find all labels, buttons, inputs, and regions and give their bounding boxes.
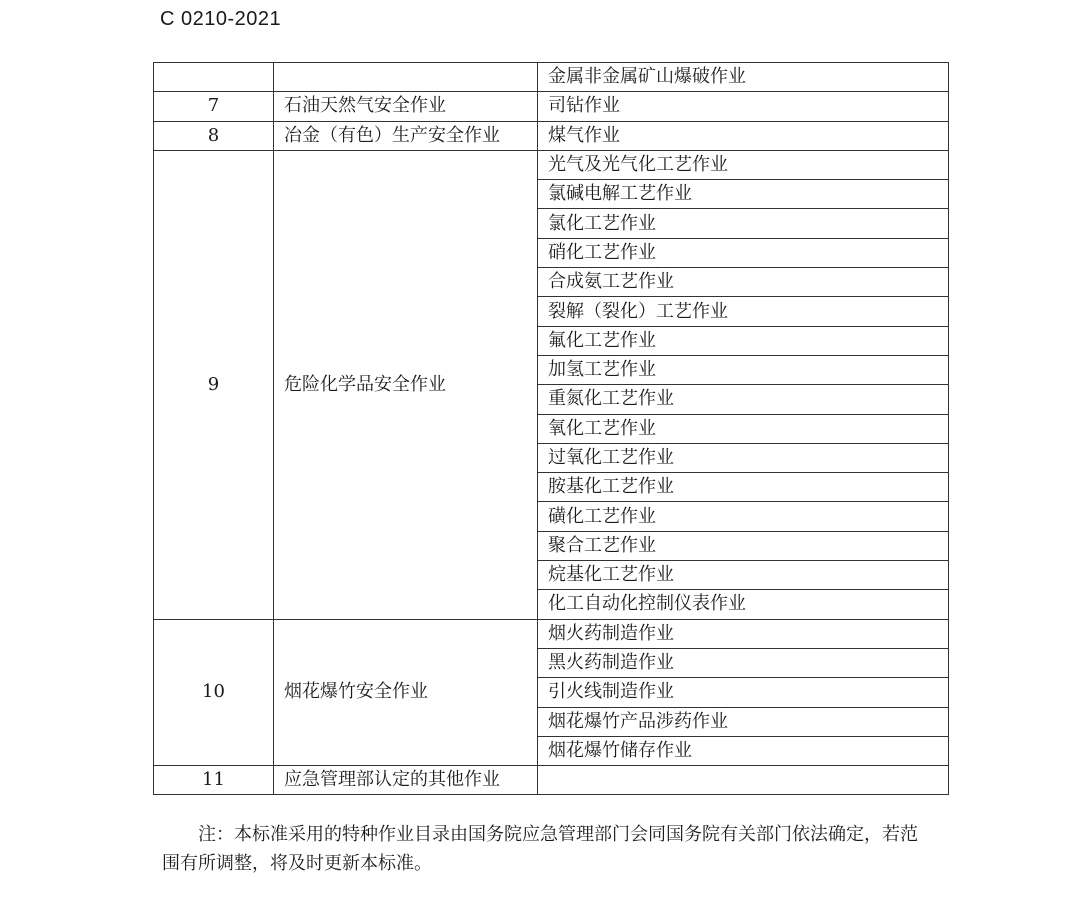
sub-operation-cell: 氯碱电解工艺作业 — [538, 180, 949, 209]
sub-operation-cell: 氧化工艺作业 — [538, 414, 949, 443]
sub-operation-cell: 烟火药制造作业 — [538, 619, 949, 648]
sub-operation-cell: 硝化工艺作业 — [538, 238, 949, 267]
sub-operation-cell: 烷基化工艺作业 — [538, 561, 949, 590]
category-cell: 石油天然气安全作业 — [274, 92, 538, 121]
sub-operation-cell: 加氢工艺作业 — [538, 355, 949, 384]
sub-operation-cell: 金属非金属矿山爆破作业 — [538, 63, 949, 92]
row-number-cell: 9 — [154, 150, 274, 619]
table-row — [154, 619, 949, 648]
sub-operation-cell: 磺化工艺作业 — [538, 502, 949, 531]
row-number-cell — [154, 63, 274, 92]
sub-operation-cell: 司钻作业 — [538, 92, 949, 121]
sub-operation-cell: 氯化工艺作业 — [538, 209, 949, 238]
table-row — [154, 150, 949, 179]
category-cell: 应急管理部认定的其他作业 — [274, 766, 538, 795]
category-cell: 烟花爆竹安全作业 — [274, 619, 538, 765]
sub-operation-cell — [538, 766, 949, 795]
table-row — [154, 92, 949, 121]
category-cell: 危险化学品安全作业 — [274, 150, 538, 619]
sub-operation-cell: 氟化工艺作业 — [538, 326, 949, 355]
row-number-cell: 11 — [154, 766, 274, 795]
row-number-cell: 10 — [154, 619, 274, 765]
sub-operation-cell: 光气及光气化工艺作业 — [538, 150, 949, 179]
category-cell: 冶金（有色）生产安全作业 — [274, 121, 538, 150]
sub-operation-cell: 重氮化工艺作业 — [538, 385, 949, 414]
sub-operation-cell: 胺基化工艺作业 — [538, 473, 949, 502]
sub-operation-cell: 聚合工艺作业 — [538, 531, 949, 560]
sub-operation-cell: 烟花爆竹产品涉药作业 — [538, 707, 949, 736]
row-number-cell: 7 — [154, 92, 274, 121]
sub-operation-cell: 引火线制造作业 — [538, 678, 949, 707]
sub-operation-cell: 过氧化工艺作业 — [538, 443, 949, 472]
special-operations-table — [153, 62, 949, 795]
footnote: 注：本标准采用的特种作业目录由国务院应急管理部门会同国务院有关部门依法确定，若范围有所调整，将及时更新本标准。 — [162, 824, 918, 874]
table-row — [154, 121, 949, 150]
sub-operation-cell: 裂解（裂化）工艺作业 — [538, 297, 949, 326]
table-row — [154, 63, 949, 92]
sub-operation-cell: 黑火药制造作业 — [538, 648, 949, 677]
table-body — [154, 63, 949, 795]
category-cell — [274, 63, 538, 92]
sub-operation-cell: 化工自动化控制仪表作业 — [538, 590, 949, 619]
row-number-cell: 8 — [154, 121, 274, 150]
sub-operation-cell: 烟花爆竹储存作业 — [538, 736, 949, 765]
table-row — [154, 766, 949, 795]
document-code: C 0210-2021 — [160, 8, 282, 30]
sub-operation-cell: 煤气作业 — [538, 121, 949, 150]
sub-operation-cell: 合成氨工艺作业 — [538, 268, 949, 297]
